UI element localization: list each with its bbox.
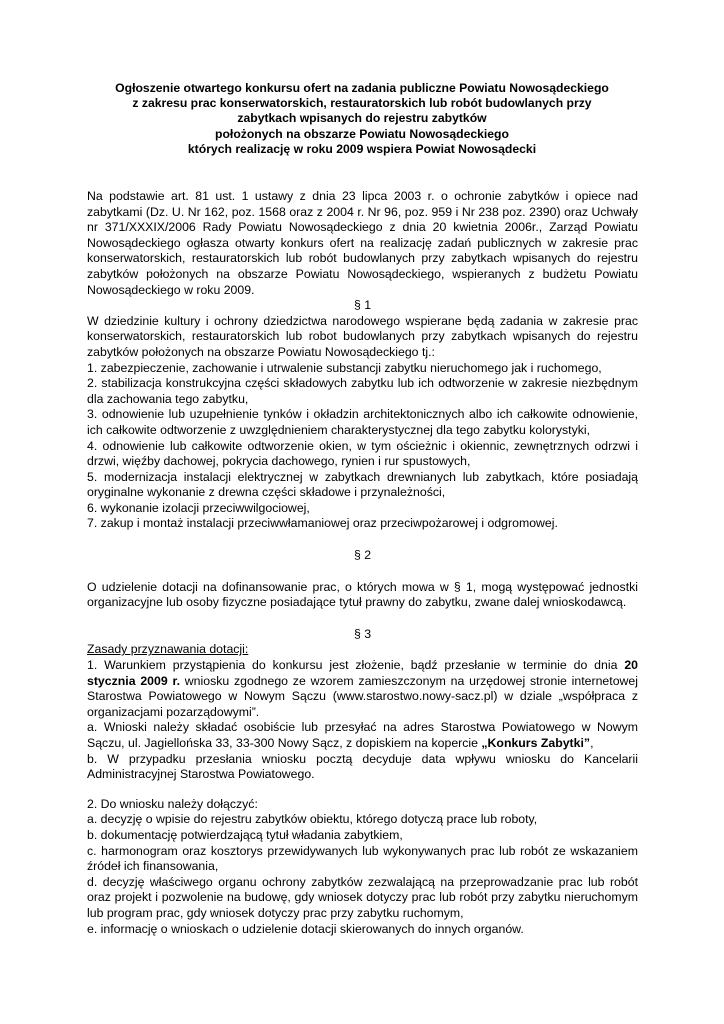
list-item: c. harmonogram oraz kosztorys przewidywanych lub wykonywanych prac lub robót ze wskazaniem źródeł ich finansowania, — [87, 843, 638, 874]
list-item: 6. wykonanie izolacji przeciwwilgociowej, — [87, 500, 310, 515]
section-3-point-2-lead: 2. Do wniosku należy dołączyć: — [87, 796, 258, 811]
intro-paragraph: Na podstawie art. 81 ust. 1 ustawy z dnia 23 lipca 2003 r. o ochronie zabytków i opiece nad zabytkami (Dz. U. Nr 162, poz. 1568 oraz z 2004 r. Nr 96, poz. 959 i Nr 238 poz. 2390) oraz Uchwały nr 371/XXXIX/2006 Rady Powiatu Nowosądeckiego z dnia 20 kwietnia 2006r., Zarząd Powiatu Nowosądeckiego ogłasza otwarty konkurs ofert na realizację zadań publicznych w zakresie prac konserwatorskich, restauratorskich lub robót budowlanych przy zabytkach wpisanych do rejestru zabytków położonych na obszarze Powiatu Nowosądeckiego, wspieranych z budżetu Powiatu Nowosądeckiego w roku 2009. — [87, 189, 638, 297]
list-item: 2. stabilizacja konstrukcyjna części składowych zabytku lub ich odtworzenie w zakresie niezbędnym dla zachowania tego zabytku, — [87, 376, 638, 406]
envelope-label: „Konkurs Zabytki” — [481, 736, 591, 750]
title-line: położonych na obszarze Powiatu Nowosądeckiego — [215, 126, 509, 141]
list-item: 5. modernizacja instalacji elektrycznej w zabytkach drewnianych lub zabytkach, które posiadają oryginalne wykonanie z drewna części składowe i przynależności, — [87, 469, 638, 500]
list-item: 1. zabezpieczenie, zachowanie i utrwalenie substancji zabytku nieruchomego jak i ruchomego, — [87, 360, 602, 375]
title-line: z zakresu prac konserwatorskich, restauratorskich lub robót budowlanych przy — [132, 96, 592, 111]
section-3-point-b: b. W przypadku przesłania wniosku pocztą decyduje data wpływu wniosku do Kancelarii Administracyjnej Starostwa Powiatowego. — [87, 751, 638, 782]
list-item: 7. zakup i montaż instalacji przeciwwłamaniowej oraz przeciwpożarowej i odgromowej. — [87, 516, 558, 531]
section-3-heading: § 3 — [353, 626, 372, 641]
section-1-heading: § 1 — [353, 298, 372, 313]
title-line: których realizację w roku 2009 wspiera Powiat Nowosądecki — [187, 141, 537, 156]
section-3-point-1 — [87, 658, 638, 720]
list-item: d. decyzję właściwego organu ochrony zabytków zezwalającą na przeprowadzanie prac lub robót oraz projekt i pozwolenie na budowę, gdy wniosek dotyczy prac lub robót przy zabytku nieruchomym lub program prac, gdy wniosek dotyczy prac przy zabytku ruchomym, — [87, 874, 638, 920]
point-1-text: 1. Warunkiem przystąpienia do konkursu jest złożenie, bądź przesłanie w terminie do dnia — [87, 658, 618, 673]
list-item: 3. odnowienie lub uzupełnienie tynków i okładzin architektonicznych albo ich całkowite odnowienie, ich całkowite odtworzenie z uwzględnieniem charakterystycznej dla tego zabytku kolorystyki, — [87, 407, 638, 437]
section-3-subheading: Zasady przyznawania dotacji: — [87, 642, 249, 657]
list-item: a. decyzję o wpisie do rejestru zabytków obiektu, którego dotyczą prace lub roboty, — [87, 812, 538, 827]
section-2-text: O udzielenie dotacji na dofinansowanie prac, o których mowa w § 1, mogą występować jednostki organizacyjne lub osoby fizyczne posiadające tytuł prawny do zabytku, zwane dalej wnioskodawcą. — [87, 579, 638, 610]
document-body — [87, 189, 638, 937]
title-line: zabytkach wpisanych do rejestru zabytków — [237, 111, 487, 126]
section-2-heading: § 2 — [353, 548, 372, 563]
point-a-text: a. Wnioski należy składać osobiście lub przesyłać na adres Starostwa Powiatowego w Nowym Sączu, ul. Jagiellońska 33, 33-300 Nowy Sącz, z dopiskiem na kopercie — [87, 720, 638, 750]
section-1-lead: W dziedzinie kultury i ochrony dziedzictwa narodowego wspierane będą zadania w zakresie prac konserwatorskich, restauratorskich lub robot budowlanych przy zabytkach wpisanych do rejestru zabytków położonych na obszarze Powiatu Nowosądeckiego tj.: — [87, 313, 638, 359]
title-line: Ogłoszenie otwartego konkursu ofert na zadania publiczne Powiatu Nowosądeckiego — [115, 81, 609, 95]
document-title — [80, 81, 644, 157]
point-1-text-cont: wniosku zgodnego ze wzorem zamieszczonym na urzędowej stronie internetowej Starostwa Powiatowego w Nowym Sączu (www.starostwo.nowy-sacz.pl) w dziale „współpraca z organizacjami pozarządowymi”. — [87, 673, 638, 719]
section-3-point-a — [87, 720, 638, 751]
deadline-date: 20 stycznia 2009 r. — [87, 658, 638, 688]
list-item: 4. odnowienie lub całkowite odtworzenie okien, w tym ościeżnic i okiennic, zewnętrznych odrzwi i drzwi, więźby dachowej, pokrycia dachowego, rynien i rur spustowych, — [87, 438, 638, 469]
list-item: b. dokumentację potwierdzającą tytuł władania zabytkiem, — [87, 827, 403, 842]
list-item: e. informację o wnioskach o udzielenie dotacji skierowanych do innych organów. — [87, 921, 524, 936]
point-a-end: , — [590, 736, 594, 750]
